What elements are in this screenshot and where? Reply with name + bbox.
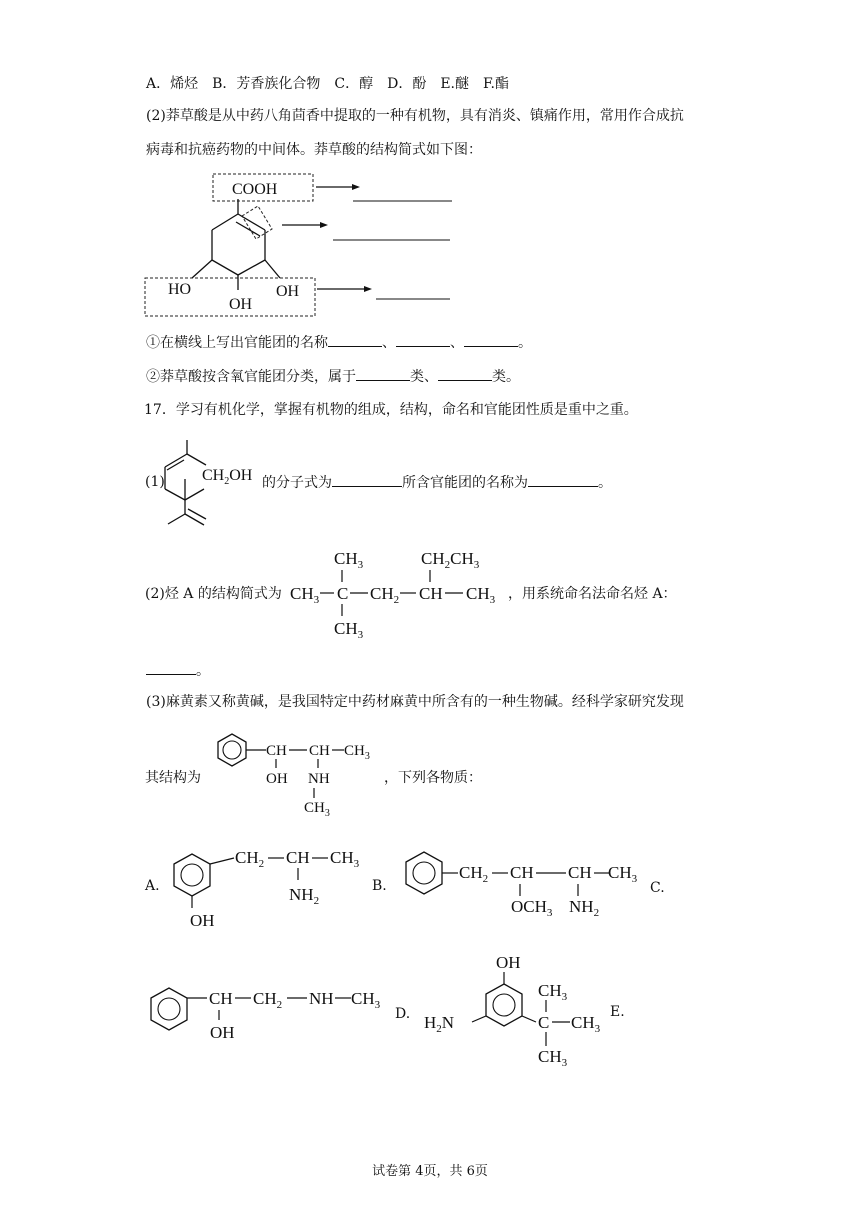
svg-text:CH: CH xyxy=(568,863,592,882)
arrow-icon xyxy=(352,184,360,190)
svg-text:NH2: $NH_2$ xyxy=(289,885,320,907)
oh-mid-label: OH xyxy=(229,296,253,313)
q17-2-text2: ，用系统命名法命名烃 A： xyxy=(508,586,677,602)
oh-right-label: OH xyxy=(276,283,300,300)
q16-sub2: ②莽草酸按含氧官能团分类，属于 类、 类。 xyxy=(146,366,520,387)
svg-text:CH3: $CH_3$ xyxy=(538,981,568,1003)
svg-text:CH: CH xyxy=(419,584,443,603)
ephedrine-structure xyxy=(206,728,386,820)
q17-2-answer: 。 xyxy=(146,660,210,681)
cooh-label: COOH xyxy=(232,181,278,198)
option-d-label: D. xyxy=(395,1006,411,1022)
answer-blank[interactable] xyxy=(146,660,196,675)
svg-text:CH3: $CH_3$ xyxy=(466,584,496,606)
svg-text:NH: NH xyxy=(309,989,334,1008)
answer-blank[interactable] xyxy=(528,472,598,487)
svg-text:CH3: $CH_3$ xyxy=(608,863,638,885)
hydrocarbon-a-structure xyxy=(288,542,508,642)
svg-text:CH3: $CH_3$ xyxy=(344,743,370,762)
q16-options: A．烯烃 B．芳香族化合物 C．醇 D．酚 E.醚 F.酯 xyxy=(146,76,509,92)
svg-text:CH: CH xyxy=(209,989,233,1008)
svg-text:CH: CH xyxy=(510,863,534,882)
option-a-structure xyxy=(162,842,372,934)
ho-left-label: HO xyxy=(168,281,192,298)
q17-1-num: (1) xyxy=(145,474,165,490)
svg-text:OCH3: $OCH_3$ xyxy=(511,897,553,919)
svg-text:H2N: $H_2N$ xyxy=(424,1013,455,1035)
arrow-icon xyxy=(320,222,328,228)
svg-text:CH2: $CH_2$ xyxy=(459,863,489,885)
svg-text:CH2: $CH_2$ xyxy=(235,848,265,870)
svg-text:OH: OH xyxy=(496,953,521,972)
ch2oh-label: $CH_2OH$ xyxy=(202,467,253,487)
svg-text:CH2CH3: $CH_2CH_3$ xyxy=(421,549,480,571)
svg-text:OH: OH xyxy=(190,911,215,930)
option-e-label: E. xyxy=(610,1004,625,1020)
option-b-structure xyxy=(394,842,650,922)
arrow-icon xyxy=(364,286,372,292)
answer-blank[interactable] xyxy=(464,332,518,347)
answer-blank[interactable] xyxy=(332,472,402,487)
q17-1-structure xyxy=(160,434,270,530)
answer-blank[interactable] xyxy=(356,366,410,381)
svg-text:CH3: $CH_3$ xyxy=(334,619,364,641)
svg-text:CH: CH xyxy=(266,743,287,759)
page-footer: 试卷第 4页，共 6页 xyxy=(372,1164,488,1179)
svg-text:NH: NH xyxy=(308,771,330,787)
svg-text:NH2: $NH_2$ xyxy=(569,897,600,919)
svg-text:CH3: $CH_3$ xyxy=(538,1047,568,1069)
q17-title: 17．学习有机化学，掌握有机物的组成，结构，命名和官能团性质是重中之重。 xyxy=(144,402,638,418)
svg-text:CH2: $CH_2$ xyxy=(370,584,400,606)
svg-text:OH: OH xyxy=(210,1023,235,1042)
svg-text:CH2: $CH_2$ xyxy=(253,989,283,1011)
q16-2-line1: (2)莽草酸是从中药八角茴香中提取的一种有机物，具有消炎、镇痛作用，常用作合成抗 xyxy=(146,108,684,124)
svg-text:CH3: $CH_3$ xyxy=(334,549,364,571)
svg-text:CH: CH xyxy=(309,743,330,759)
svg-text:C: C xyxy=(538,1013,550,1032)
svg-text:CH3: $CH_3$ xyxy=(304,800,330,819)
option-b-label: B. xyxy=(372,878,387,894)
answer-blank[interactable] xyxy=(396,332,450,347)
svg-text:CH3: $CH_3$ xyxy=(351,989,381,1011)
q16-sub1: ①在横线上写出官能团的名称 、 、 。 xyxy=(146,332,532,353)
shikimic-acid-structure xyxy=(140,168,470,320)
svg-text:CH3: $CH_3$ xyxy=(330,848,360,870)
answer-blank[interactable] xyxy=(438,366,492,381)
svg-text:OH: OH xyxy=(266,771,288,787)
answer-blank[interactable] xyxy=(328,332,382,347)
option-a-label: A. xyxy=(145,878,160,894)
q17-3-suffix: ，下列各物质： xyxy=(384,770,482,786)
option-d-structure xyxy=(420,948,612,1072)
q17-3-line1: (3)麻黄素又称黄碱，是我国特定中药材麻黄中所含有的一种生物碱。经科学家研究发现 xyxy=(146,694,684,710)
q17-1-text: 的分子式为 所含官能团的名称为 。 xyxy=(262,472,612,493)
svg-text:CH3: $CH_3$ xyxy=(290,584,320,606)
svg-text:C: C xyxy=(337,584,349,603)
q16-2-line2: 病毒和抗癌药物的中间体。莽草酸的结构简式如下图： xyxy=(146,142,482,158)
svg-text:CH3: $CH_3$ xyxy=(571,1013,601,1035)
q17-3-prefix: 其结构为 xyxy=(145,770,201,786)
option-c-label: C. xyxy=(650,880,665,896)
svg-text:CH: CH xyxy=(286,848,310,867)
option-c-structure xyxy=(145,982,395,1046)
q17-2-text1: (2)烃 A 的结构简式为 xyxy=(145,586,282,602)
